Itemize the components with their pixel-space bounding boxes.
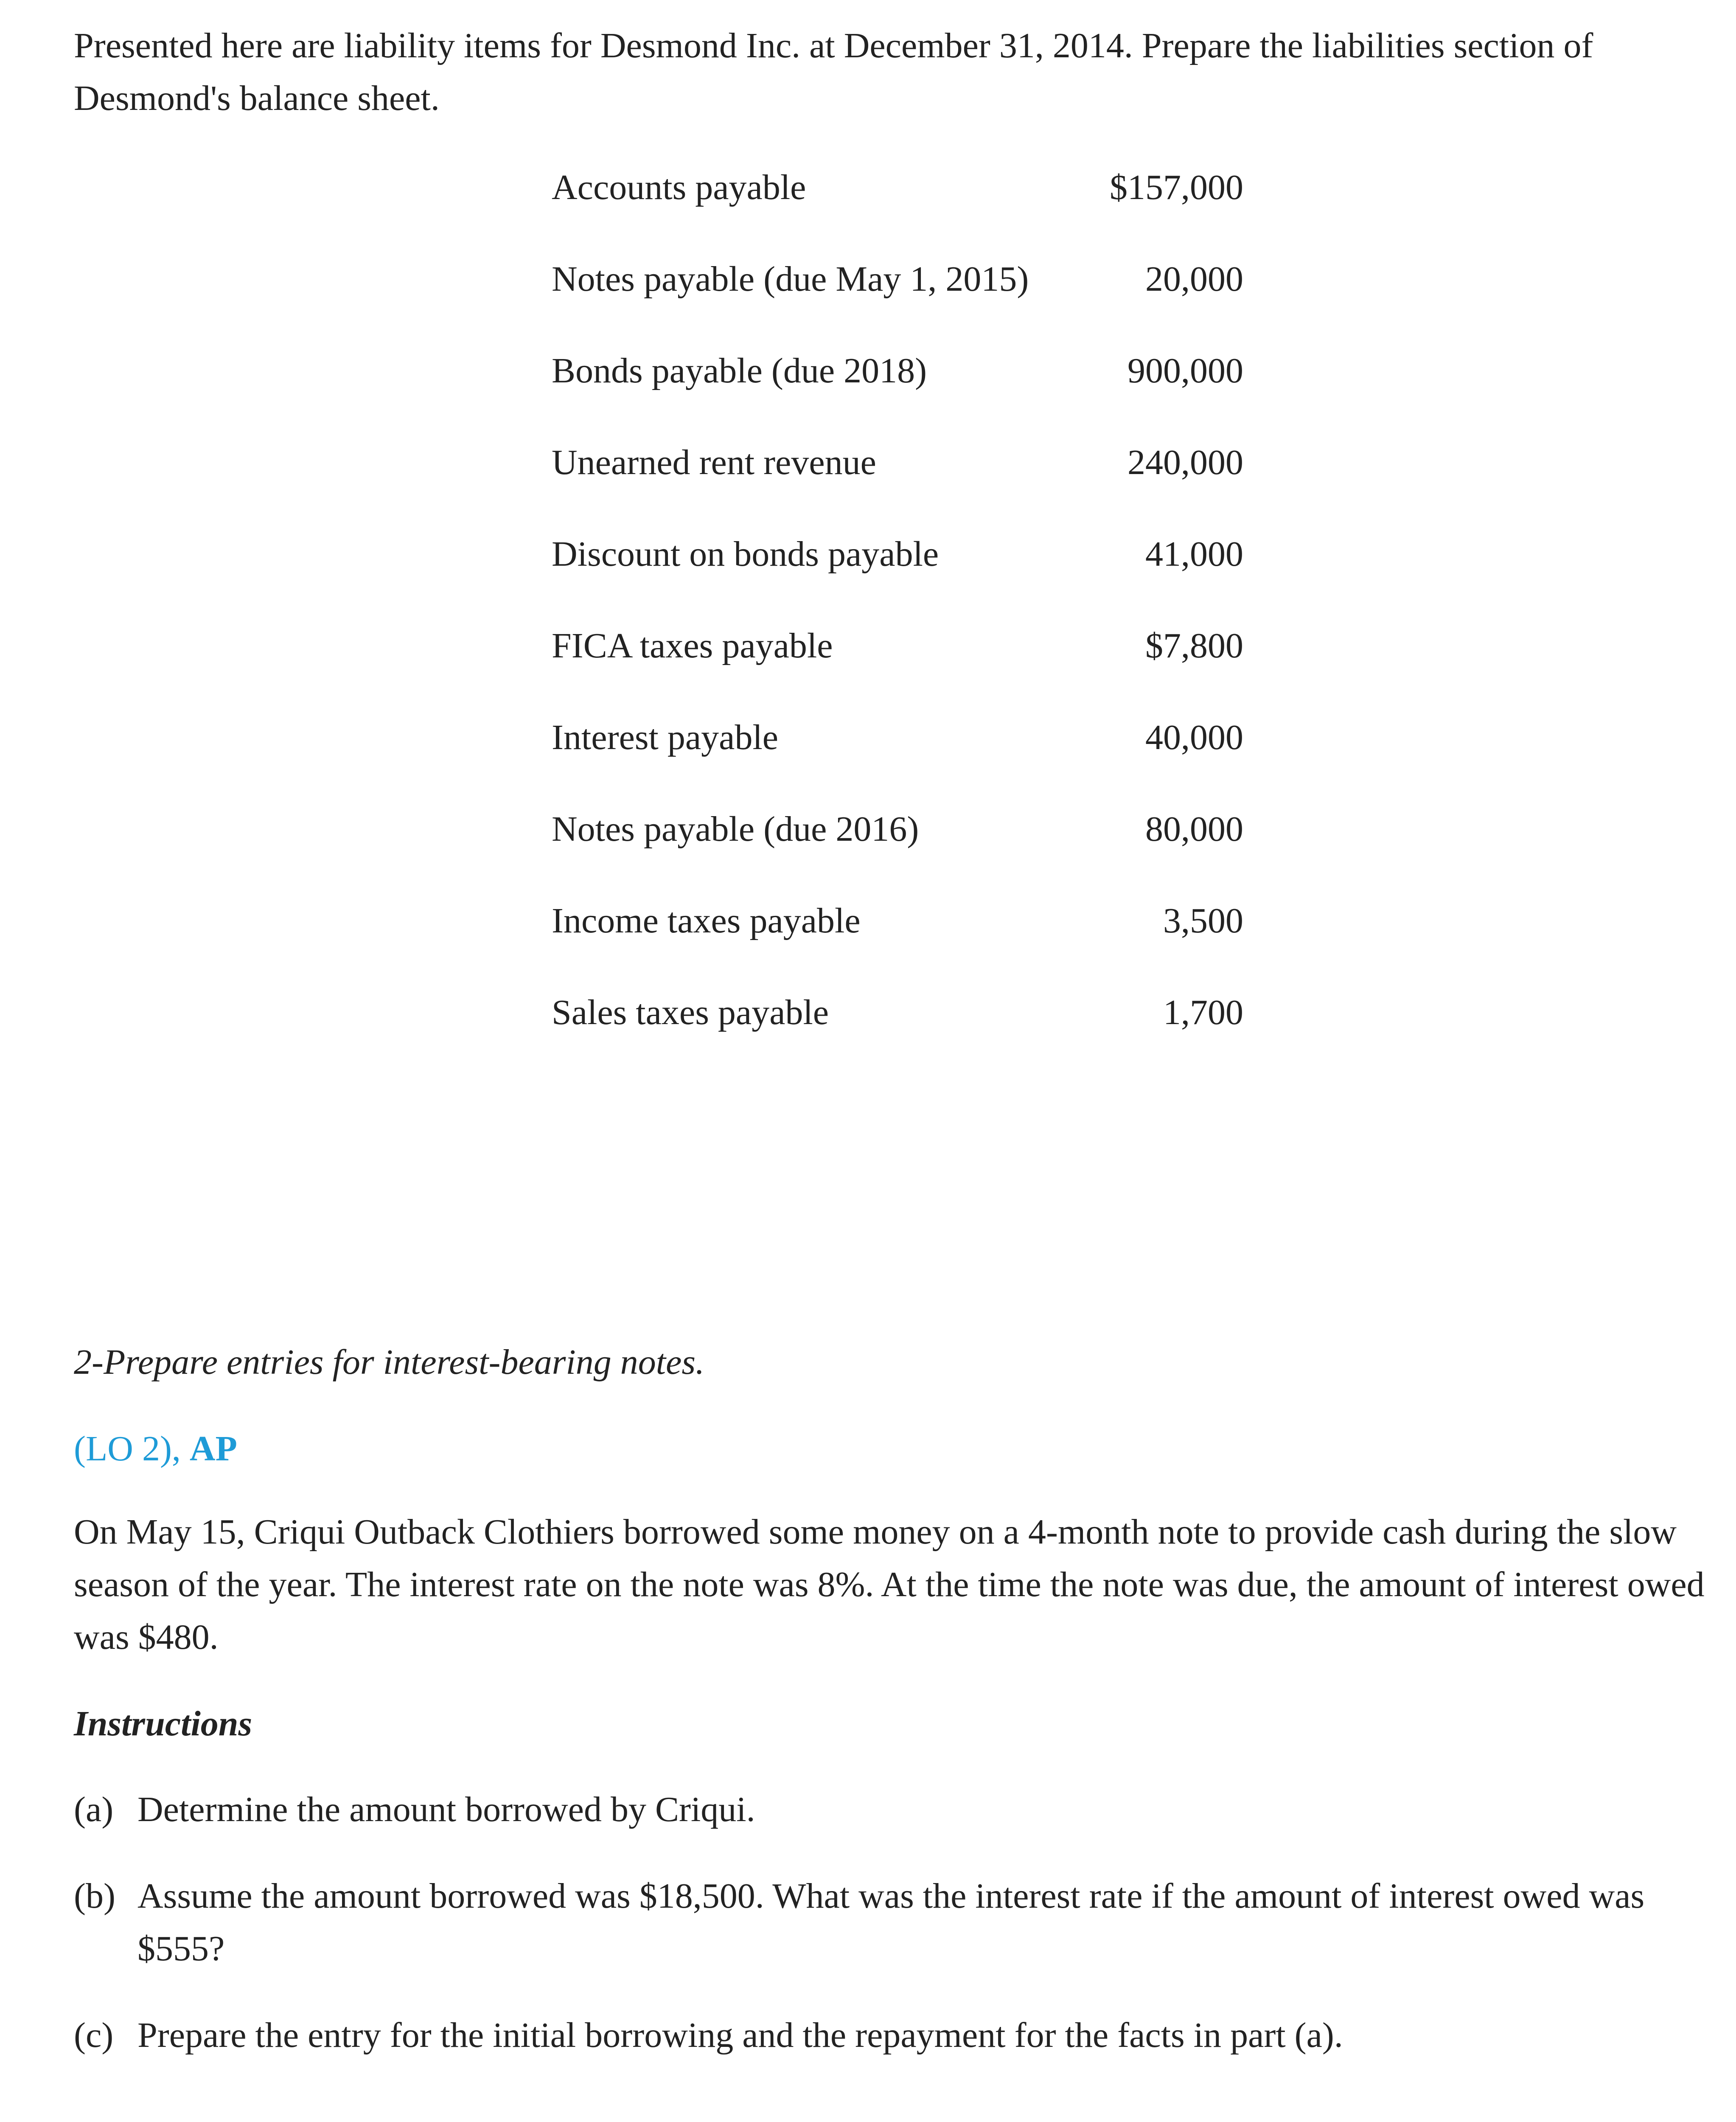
liability-row (552, 711, 1243, 803)
instruction-item-c (74, 2009, 1716, 2062)
liability-row (552, 345, 1243, 436)
liability-amount: 40,000 (1145, 718, 1243, 757)
liability-row (552, 986, 1243, 1078)
item-text: Assume the amount borrowed was $18,500. What was the interest rate if the amount of interest owed was $555? (137, 1876, 1645, 1968)
liability-row (552, 161, 1243, 253)
item-text: Determine the amount borrowed by Criqui. (137, 1790, 755, 1829)
item-letter: (c) (74, 2015, 114, 2055)
lo-label: (LO 2), (74, 1429, 190, 1468)
liability-amount: $7,800 (1145, 626, 1243, 665)
instruction-item-b (74, 1870, 1716, 1975)
liability-label: Unearned rent revenue (552, 443, 876, 482)
liability-label: Accounts payable (552, 168, 806, 207)
liability-row (552, 895, 1243, 986)
problem-text: On May 15, Criqui Outback Clothiers borrowed some money on a 4-month note to provide cash during the slow season of the year. The interest rate on the note was 8%. At the time the note was due, the amount of interest owed was $480. (74, 1512, 1705, 1657)
liability-amount: 3,500 (1163, 901, 1243, 940)
liability-label: Sales taxes payable (552, 993, 829, 1032)
liability-label: FICA taxes payable (552, 626, 833, 665)
liability-label: Income taxes payable (552, 901, 861, 940)
item-letter: (a) (74, 1790, 114, 1829)
intro-paragraph: Presented here are liability items for Desmond Inc. at December 31, 2014. Prepare the liabilities section of Desmond's balance sheet. (74, 26, 1593, 118)
liability-amount: 20,000 (1145, 259, 1243, 299)
liability-label: Bonds payable (due 2018) (552, 351, 927, 390)
liability-amount: 240,000 (1127, 443, 1243, 482)
instructions-heading: Instructions (74, 1704, 252, 1743)
liability-amount: 41,000 (1145, 534, 1243, 574)
liability-row (552, 803, 1243, 895)
liability-label: Notes payable (due 2016) (552, 809, 919, 849)
liability-row (552, 620, 1243, 711)
instruction-item-a (74, 1783, 1716, 1836)
section-2-heading: 2-Prepare entries for interest-bearing notes. (74, 1342, 705, 1382)
liability-row (552, 436, 1243, 528)
learning-objective (74, 1423, 237, 1475)
liabilities-list (552, 161, 1243, 1078)
liability-amount: $157,000 (1110, 168, 1243, 207)
item-letter: (b) (74, 1876, 115, 1916)
liability-amount: 80,000 (1145, 809, 1243, 849)
liability-amount: 900,000 (1127, 351, 1243, 390)
liability-label: Interest payable (552, 718, 779, 757)
liability-row (552, 253, 1243, 345)
liability-label: Discount on bonds payable (552, 534, 939, 574)
liability-amount: 1,700 (1163, 993, 1243, 1032)
liability-row (552, 528, 1243, 620)
item-text: Prepare the entry for the initial borrowing and the repayment for the facts in part (a). (137, 2015, 1343, 2055)
ap-label: AP (189, 1429, 237, 1468)
liability-label: Notes payable (due May 1, 2015) (552, 259, 1029, 299)
